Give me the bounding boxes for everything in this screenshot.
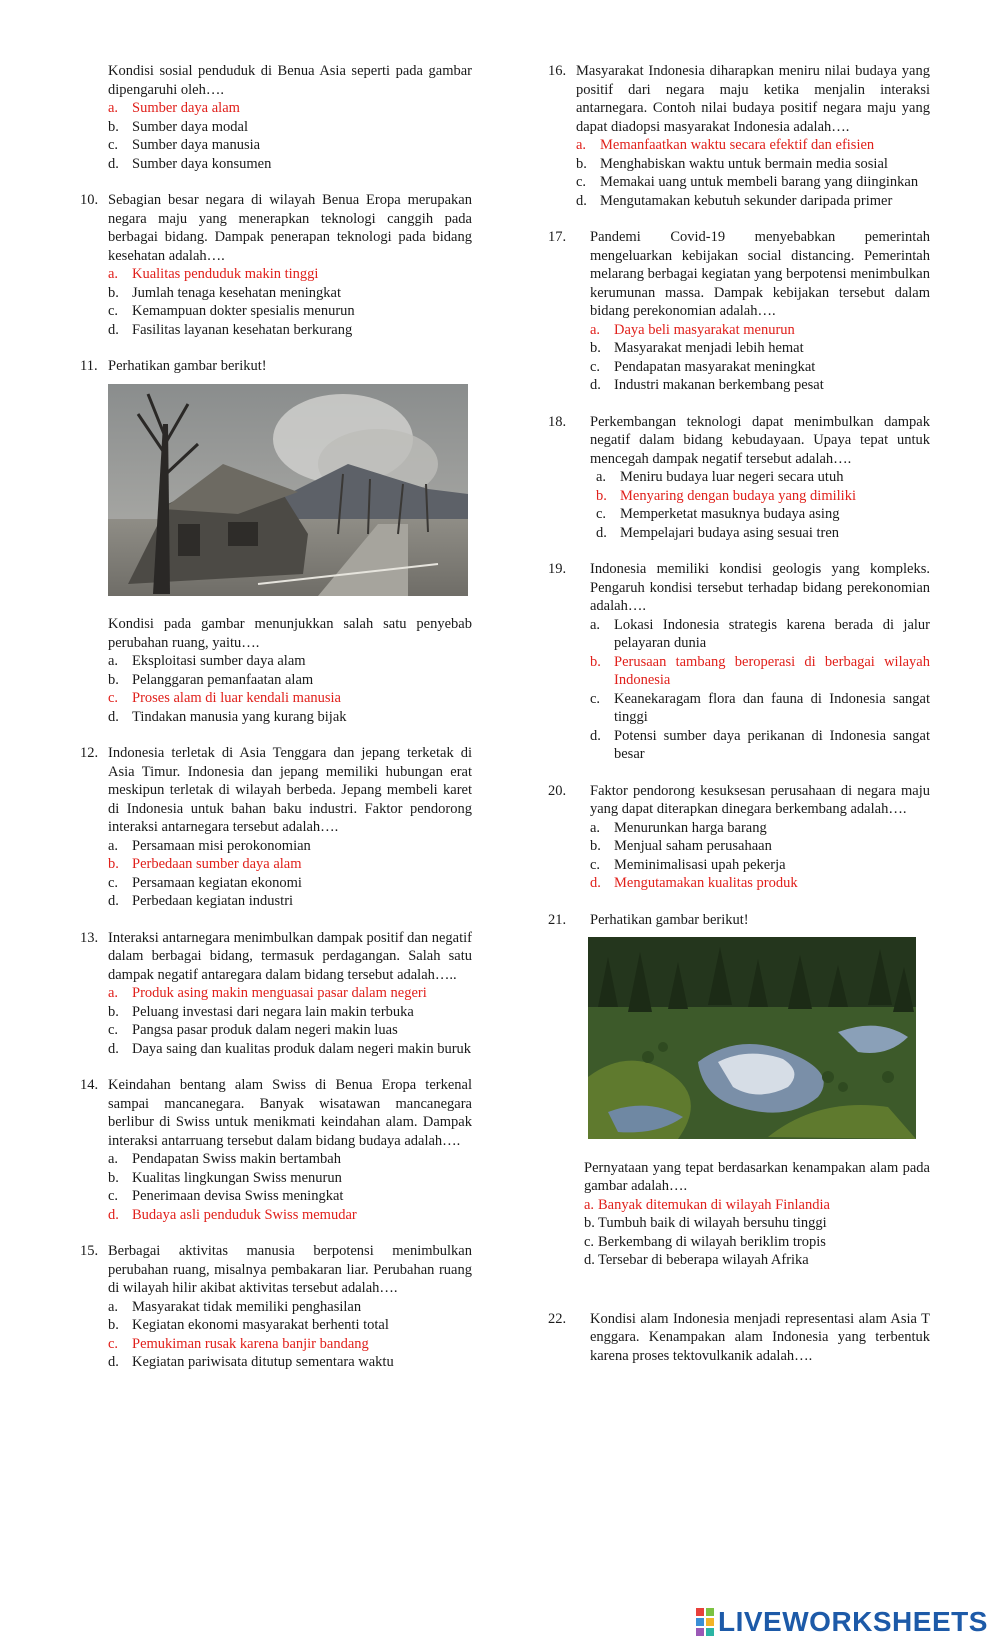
option-a[interactable]: a. Masyarakat tidak memiliki penghasilan: [108, 1298, 362, 1315]
option-a[interactable]: a. Menurunkan harga barang: [590, 819, 767, 836]
option-b[interactable]: b. Kegiatan ekonomi masyarakat berhenti total: [108, 1317, 389, 1333]
option-a[interactable]: a. Lokasi Indonesia strategis karena berada di jalur pelayaran dunia: [590, 616, 930, 651]
right-column: [548, 62, 930, 1383]
option-d[interactable]: d. Fasilitas layanan kesehatan berkurang: [108, 321, 353, 338]
option-c[interactable]: c. Proses alam di luar kendali manusia: [108, 690, 341, 706]
question-number: 14.: [80, 1077, 99, 1093]
option-b[interactable]: b. Jumlah tenaga kesehatan meningkat: [108, 284, 341, 301]
option-d[interactable]: d. Industri makanan berkembang pesat: [590, 377, 824, 393]
option-d[interactable]: d. Tindakan manusia yang kurang bijak: [108, 708, 347, 725]
option-d[interactable]: d. Tersebar di beberapa wilayah Afrika: [584, 1252, 809, 1268]
option-b[interactable]: b. Menghabiskan waktu untuk bermain media sosial: [576, 155, 888, 172]
option-c[interactable]: c. Pemukiman rusak karena banjir bandang: [108, 1335, 369, 1352]
logo-grid-icon: [696, 1608, 714, 1636]
question-number: 19.: [548, 561, 567, 577]
question-number: 21.: [548, 911, 567, 928]
option-d[interactable]: d. Mempelajari budaya asing sesuai tren: [596, 524, 840, 541]
option-c[interactable]: c. Kemampuan dokter spesialis menurun: [108, 303, 355, 319]
option-d[interactable]: d. Kegiatan pariwisata ditutup sementara waktu: [108, 1354, 394, 1370]
question-stem: Masyarakat Indonesia diharapkan meniru nilai budaya yang positif dari negara maju ketika menjalin interaksi antarnegara. Contoh nilai budaya positif negara maju yang dapat diadopsi masyarakat Indonesia adalah….: [576, 63, 930, 135]
option-c[interactable]: c. Sumber daya manusia: [108, 137, 261, 153]
question-19: [548, 560, 930, 764]
question-stem: Pandemi Covid-19 menyebabkan pemerintah mengeluarkan kebijakan social distancing. Pemerintah melarang berbagai kegiatan yang berpotensi menimbulkan kerumunan massa. Dampak kebijakan tersebut dalam bidang perekonomian adalah….: [590, 229, 930, 319]
liveworksheets-logo: [696, 1606, 988, 1638]
option-a[interactable]: a. Eksploitasi sumber daya alam: [108, 653, 306, 669]
option-b[interactable]: b. Pelanggaran pemanfaatan alam: [108, 671, 314, 688]
option-b[interactable]: b. Perbedaan sumber daya alam: [108, 856, 302, 872]
question-stem: Interaksi antarnegara menimbulkan dampak positif dan negatif dalam berbagai bidang, termasuk perdagangan. Salah satu dampak negatif antaregara dalam bidang tersebut adalah…..: [108, 929, 472, 983]
question-18: [548, 413, 930, 543]
option-a[interactable]: a. Meniru budaya luar negeri secara utuh: [596, 469, 844, 485]
left-column: [80, 62, 472, 1390]
option-d[interactable]: d. Perbedaan kegiatan industri: [108, 893, 294, 909]
option-a[interactable]: a. Memanfaatkan waktu secara efektif dan efisien: [576, 137, 875, 153]
question-14: [80, 1076, 472, 1224]
option-d[interactable]: d. Mengutamakan kebutuh sekunder daripada primer: [576, 192, 893, 209]
question-number: 10.: [80, 192, 99, 208]
question-stem: Perhatikan gambar berikut!: [590, 911, 749, 928]
option-d[interactable]: d. Mengutamakan kualitas produk: [590, 875, 798, 891]
option-d[interactable]: d. Sumber daya konsumen: [108, 155, 272, 172]
question-number: 17.: [548, 229, 567, 245]
question-12: [80, 744, 472, 911]
option-b[interactable]: b. Tumbuh baik di wilayah bersuhu tinggi: [584, 1215, 827, 1231]
question-stem-continued: Pernyataan yang tepat berdasarkan kenampakan alam pada gambar adalah….: [584, 1159, 930, 1194]
option-b[interactable]: b. Menjual saham perusahaan: [590, 838, 772, 854]
option-c[interactable]: c. Meminimalisasi upah pekerja: [590, 856, 786, 873]
question-stem: Kondisi sosial penduduk di Benua Asia seperti pada gambar dipengaruhi oleh….: [108, 63, 472, 98]
question-11: [80, 357, 472, 726]
option-a[interactable]: a. Kualitas penduduk makin tinggi: [108, 266, 319, 282]
question-13: [80, 929, 472, 1059]
question-9: [80, 62, 472, 173]
question-15: [80, 1242, 472, 1372]
question-16: [548, 62, 930, 210]
option-b[interactable]: b. Kualitas lingkungan Swiss menurun: [108, 1169, 342, 1186]
question-stem: Keindahan bentang alam Swiss di Benua Eropa terkenal sampai mancanegara. Banyak wisatawan mancanegara berlibur di Swiss untuk menikmati keindahan alam. Dampak interaksi antarruang tersebut dalam bidang budaya adalah….: [108, 1077, 472, 1149]
question-number: [80, 62, 108, 99]
question-number: 16.: [548, 63, 567, 79]
option-c[interactable]: c. Pendapatan masyarakat meningkat: [590, 358, 816, 375]
option-b[interactable]: b. Sumber daya modal: [108, 118, 248, 135]
option-a[interactable]: a. Pendapatan Swiss makin bertambah: [108, 1151, 341, 1167]
boreal-forest-lake-image: [588, 937, 916, 1139]
question-20: [548, 782, 930, 893]
question-number: 22.: [548, 1310, 567, 1327]
question-stem: Faktor pendorong kesuksesan perusahaan di negara maju yang dapat diterapkan dinegara berkembang adalah….: [590, 782, 930, 817]
question-number: 11.: [80, 358, 98, 374]
question-stem: Indonesia terletak di Asia Tenggara dan jepang terketak di Asia Timur. Indonesia dan jepang memiliki hubungan erat meskipun terletak di wilayah berbeda. Jepang membeli karet di Indonesia untuk bahan baku industri. Faktor pendorong interaksi antarnegara tersebut adalah….: [108, 745, 472, 835]
option-b[interactable]: b. Masyarakat menjadi lebih hemat: [590, 340, 804, 356]
question-stem: Indonesia memiliki kondisi geologis yang kompleks. Pengaruh kondisi tersebut terhadap bidang perekonomian adalah….: [590, 561, 930, 614]
question-stem: Berbagai aktivitas manusia berpotensi menimbulkan perubahan ruang, misalnya pembakaran liar. Perubahan ruang di wilayah hilir akibat aktivitas tersebut adalah….: [108, 1243, 472, 1296]
question-number: 13.: [80, 929, 99, 946]
question-number: 15.: [80, 1243, 99, 1259]
question-17: [548, 228, 930, 395]
option-a[interactable]: a. Banyak ditemukan di wilayah Finlandia: [584, 1196, 830, 1213]
question-stem: Perhatikan gambar berikut!: [108, 358, 267, 374]
option-a[interactable]: a. Produk asing makin menguasai pasar dalam negeri: [108, 985, 427, 1001]
option-c[interactable]: c. Berkembang di wilayah beriklim tropis: [584, 1233, 826, 1250]
option-b[interactable]: b. Peluang investasi dari negara lain makin terbuka: [108, 1003, 414, 1020]
volcanic-ash-house-image: [108, 384, 468, 596]
question-stem: Sebagian besar negara di wilayah Benua Eropa merupakan negara maju yang menerapkan teknologi canggih pada berbagai bidang. Dampak penerapan teknologi pada bidang kesehatan adalah….: [108, 192, 472, 264]
question-stem-continued: Kondisi pada gambar menunjukkan salah satu penyebab perubahan ruang, yaitu….: [108, 616, 472, 651]
question-22: [548, 1310, 930, 1366]
option-b[interactable]: b. Menyaring dengan budaya yang dimiliki: [596, 487, 856, 504]
option-d[interactable]: d. Daya saing dan kualitas produk dalam negeri makin buruk: [108, 1040, 472, 1057]
option-c[interactable]: c. Memakai uang untuk membeli barang yang diinginkan: [576, 174, 919, 190]
question-number: 18.: [548, 413, 567, 430]
question-10: [80, 191, 472, 339]
option-c[interactable]: c. Keanekaragam flora dan fauna di Indonesia sangat tinggi: [590, 690, 930, 725]
question-number: 20.: [548, 782, 567, 799]
option-a[interactable]: a. Persamaan misi perokonomian: [108, 837, 311, 854]
option-b[interactable]: b. Perusaan tambang beroperasi di berbagai wilayah Indonesia: [590, 653, 930, 688]
question-number: 12.: [80, 745, 99, 761]
option-c[interactable]: c. Memperketat masuknya budaya asing: [596, 506, 840, 522]
option-d[interactable]: d. Potensi sumber daya perikanan di Indonesia sangat besar: [590, 727, 930, 762]
logo-text: LIVEWORKSHEETS: [718, 1606, 988, 1637]
option-a[interactable]: a. Daya beli masyarakat menurun: [590, 321, 795, 338]
option-d[interactable]: d. Budaya asli penduduk Swiss memudar: [108, 1206, 357, 1223]
question-stem: Kondisi alam Indonesia menjadi representasi alam Asia T enggara. Kenampakan alam Indonesia yang terbentuk karena proses tektovulkanik adalah….: [590, 1310, 930, 1364]
option-a[interactable]: a. Sumber daya alam: [108, 100, 240, 116]
option-c[interactable]: c. Pangsa pasar produk dalam negeri makin luas: [108, 1022, 398, 1038]
question-stem: Perkembangan teknologi dapat menimbulkan dampak negatif dalam bidang kebudayaan. Upaya tepat untuk mencegah dampak negatif tersebut adalah….: [590, 413, 930, 467]
option-c[interactable]: c. Persamaan kegiatan ekonomi: [108, 874, 302, 891]
question-21: [548, 911, 930, 1270]
option-c[interactable]: c. Penerimaan devisa Swiss meningkat: [108, 1188, 344, 1204]
